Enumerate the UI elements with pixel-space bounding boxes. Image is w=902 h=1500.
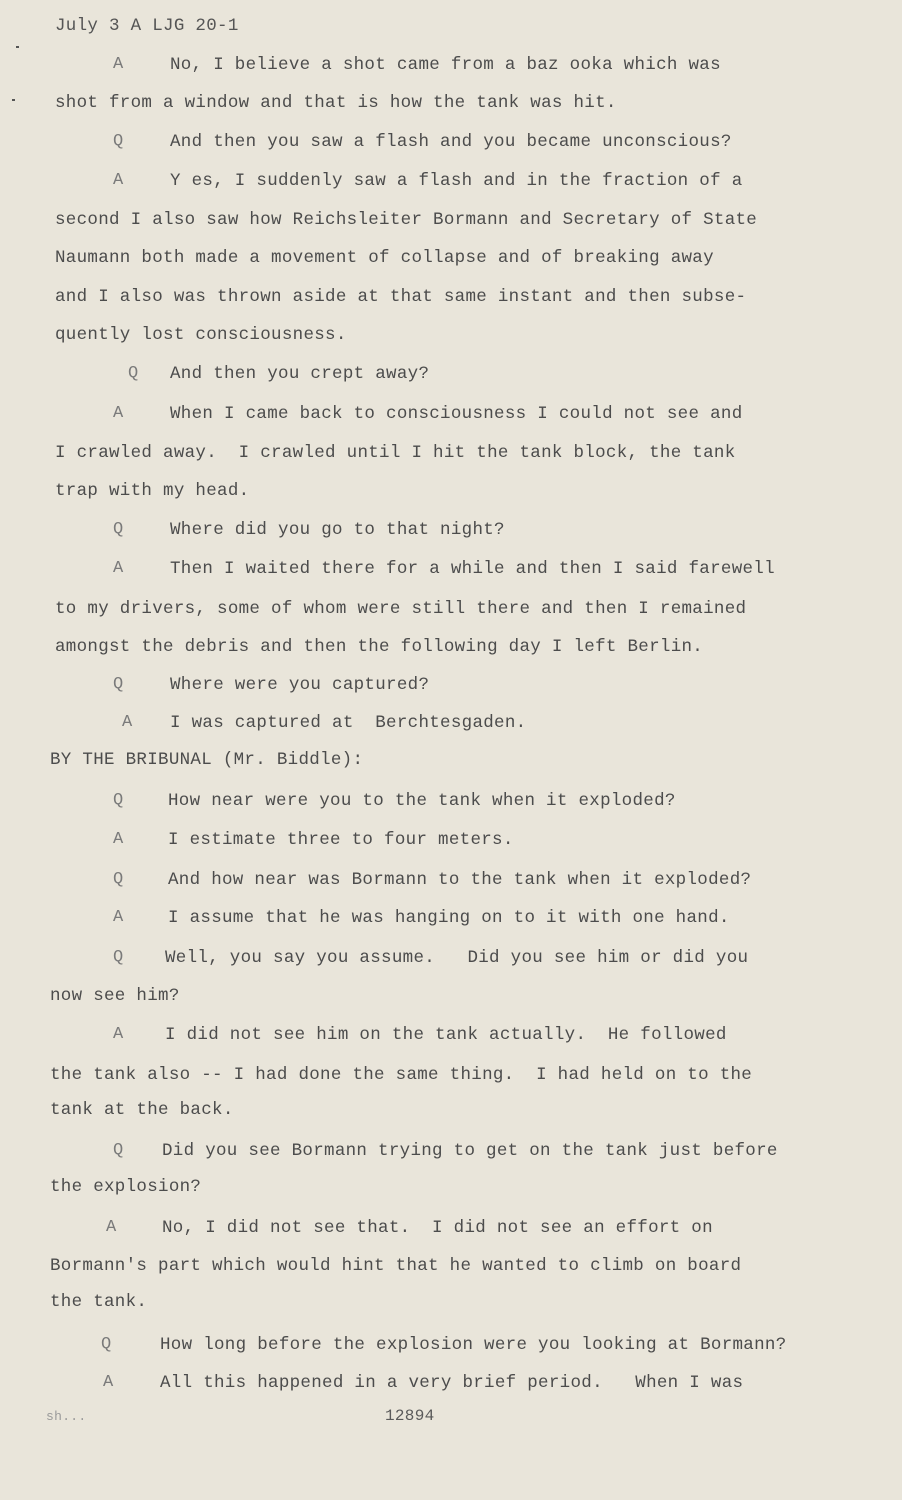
transcript-line: the tank also -- I had done the same thing. I had held on to the xyxy=(50,1065,753,1085)
speaker-label: A xyxy=(113,830,124,849)
transcript-line: now see him? xyxy=(50,986,180,1006)
transcript-line: Where were you captured? xyxy=(170,675,430,695)
transcript-line: shot from a window and that is how the tank was hit. xyxy=(55,93,617,113)
footer-left-note: sh... xyxy=(46,1409,87,1424)
speaker-label: A xyxy=(113,908,124,927)
page-number: 12894 xyxy=(385,1407,435,1425)
transcript-line: Did you see Bormann trying to get on the tank just before xyxy=(162,1141,778,1161)
transcript-line: tank at the back. xyxy=(50,1100,234,1120)
transcript-line: And then you saw a flash and you became unconscious? xyxy=(170,132,732,152)
speaker-label: Q xyxy=(113,870,124,889)
transcript-line: second I also saw how Reichsleiter Bormann and Secretary of State xyxy=(55,210,758,230)
transcript-line: I did not see him on the tank actually. He followed xyxy=(165,1025,727,1045)
transcript-line: No, I did not see that. I did not see an effort on xyxy=(162,1218,713,1238)
transcript-line: quently lost consciousness. xyxy=(55,325,347,345)
transcript-line: Well, you say you assume. Did you see him or did you xyxy=(165,948,749,968)
transcript-line: the explosion? xyxy=(50,1177,202,1197)
speaker-label: A xyxy=(113,1025,124,1044)
transcript-line: And then you crept away? xyxy=(170,364,430,384)
transcript-line: When I came back to consciousness I could not see and xyxy=(170,404,743,424)
transcript-line: trap with my head. xyxy=(55,481,250,501)
speaker-label: A xyxy=(113,404,124,423)
speaker-label: Q xyxy=(113,791,124,810)
transcript-line: I was captured at Berchtesgaden. xyxy=(170,713,527,733)
speaker-label: A xyxy=(103,1373,114,1392)
transcript-line: Where did you go to that night? xyxy=(170,520,505,540)
transcript-line: Y es, I suddenly saw a flash and in the fraction of a xyxy=(170,171,743,191)
page-header: July 3 A LJG 20-1 xyxy=(55,16,239,36)
speaker-label: Q xyxy=(113,520,124,539)
transcript-line: BY THE BRIBUNAL (Mr. Biddle): xyxy=(50,750,364,770)
transcript-line: Then I waited there for a while and then I said farewell xyxy=(170,559,775,579)
transcript-line: I assume that he was hanging on to it with one hand. xyxy=(168,908,730,928)
transcript-line: amongst the debris and then the following day I left Berlin. xyxy=(55,637,704,657)
speaker-label: A xyxy=(122,713,133,732)
speaker-label: Q xyxy=(113,132,124,151)
margin-mark xyxy=(12,99,15,101)
margin-mark xyxy=(16,46,19,48)
transcript-line: And how near was Bormann to the tank when it exploded? xyxy=(168,870,752,890)
speaker-label: A xyxy=(113,171,124,190)
transcript-line: I estimate three to four meters. xyxy=(168,830,514,850)
speaker-label: Q xyxy=(113,1141,124,1160)
transcript-line: How near were you to the tank when it exploded? xyxy=(168,791,676,811)
speaker-label: Q xyxy=(101,1335,112,1354)
speaker-label: Q xyxy=(113,675,124,694)
transcript-line: How long before the explosion were you looking at Bormann? xyxy=(160,1335,787,1355)
transcript-line: Bormann's part which would hint that he wanted to climb on board xyxy=(50,1256,742,1276)
speaker-label: A xyxy=(113,55,124,74)
speaker-label: Q xyxy=(128,364,139,383)
speaker-label: A xyxy=(113,559,124,578)
transcript-line: the tank. xyxy=(50,1292,148,1312)
transcript-line: and I also was thrown aside at that same instant and then subse- xyxy=(55,287,747,307)
speaker-label: A xyxy=(106,1218,117,1237)
transcript-line: All this happened in a very brief period. When I was xyxy=(160,1373,744,1393)
transcript-line: Naumann both made a movement of collapse and of breaking away xyxy=(55,248,714,268)
transcript-line: to my drivers, some of whom were still there and then I remained xyxy=(55,599,747,619)
speaker-label: Q xyxy=(113,948,124,967)
transcript-line: I crawled away. I crawled until I hit the tank block, the tank xyxy=(55,443,736,463)
transcript-line: No, I believe a shot came from a baz ooka which was xyxy=(170,55,721,75)
